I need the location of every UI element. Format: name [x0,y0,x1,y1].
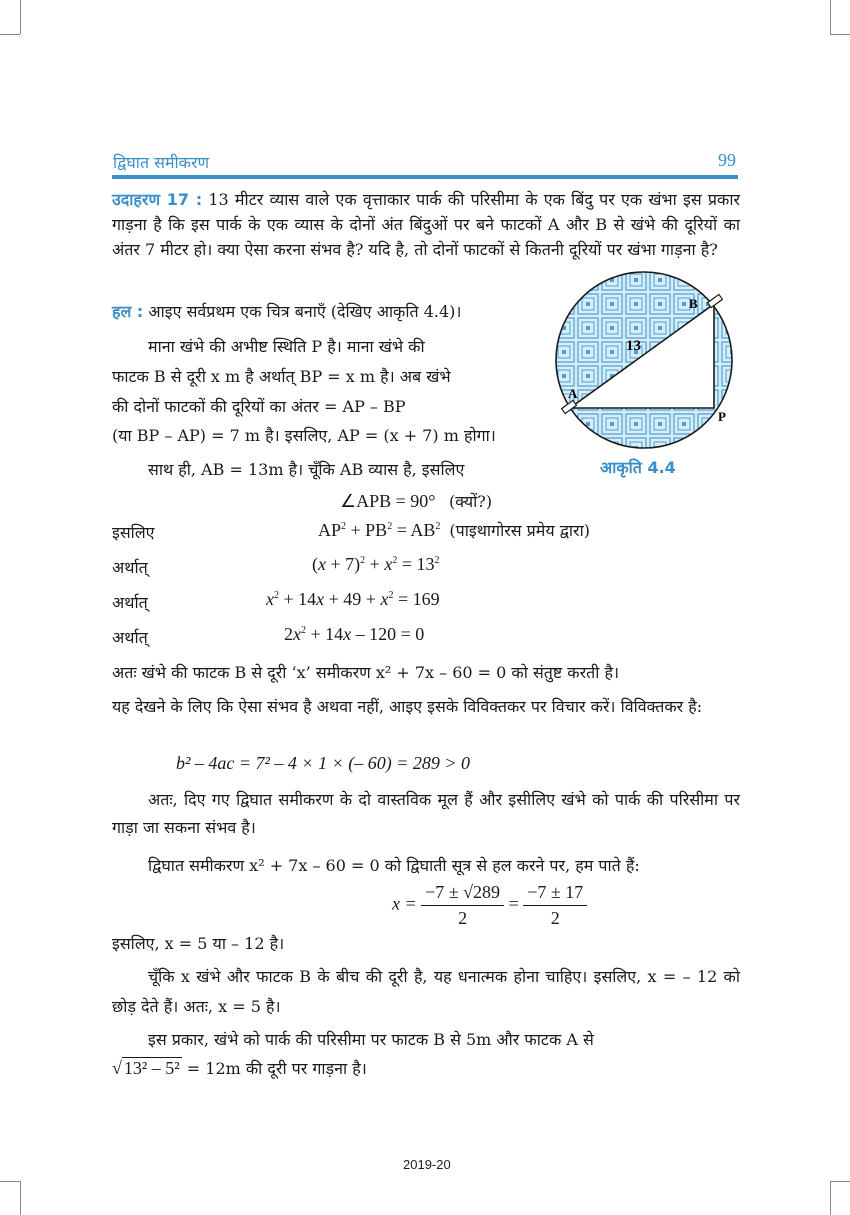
fraction-1 [421,882,504,929]
eq3-expanded: $x^2 + 14x + 49 + x^2 = 169$ [266,589,440,609]
para-final-1: इस प्रकार, खंभे को पार्क की परिसीमा पर फाटक B से 5m और फाटक A से [148,1030,594,1049]
eq1-left: इसलिए [112,523,155,542]
crop-mark [20,1181,21,1215]
sqrt-expression: √ 13² – 5² [112,1058,180,1078]
solution-line-5: साथ ही, AB = 13m है। चूँकि AB व्यास है, इसलिए [148,460,465,479]
eq4-simplified: $2x^2 + 14x - 120 = 0$ [284,624,425,644]
angle-note: (क्यों?) [449,492,493,511]
eq1-pythagoras: $AP^2 + PB^2 = AB^2$ (पाइथागोरस प्रमेय द्वारा) [318,520,590,540]
solution-line-2: फाटक B से दूरी x m है अर्थात् BP = x m है। अब खंभे [112,367,451,386]
para-hence: इसलिए, x = 5 या – 12 है। [112,934,285,953]
para-since: चूँकि x खंभे और फाटक B के बीच की दूरी है, यह धनात्मक होना चाहिए। इसलिए, x = – 12 को छोड़ देते हैं। अतः, x = 5 है। [112,967,740,1016]
fraction-2-numerator: −7 ± 17 [523,882,587,906]
eq3-left: अर्थात् [112,593,148,612]
header-rule [112,175,738,179]
para-dekhne: यह देखने के लिए कि ऐसा संभव है अथवा नहीं, आइए इसके विविक्तकर पर विचार करें। विविक्तकर है: [112,697,703,716]
solution-line-1: माना खंभे की अभीष्ट स्थिति P है। माना खंभे की [148,337,425,356]
example-text: 13 मीटर व्यास वाले एक वृत्ताकार पार्क की परिसीमा के एक बिंदु पर एक खंभा इस प्रकार गाड़ना है कि इस पार्क के एक व्यास के दोनों अंत बिंदुओं पर बने फाटकों A और B से खंभे की दूरियों का अंतर 7 मीटर हो। क्या ऐसा करना संभव है? यदि है, तो दोनों फाटकों से कितनी दूरियों पर खंभा गाड़ना है? [112,190,741,259]
eq1-note: (पाइथागोरस प्रमेय द्वारा) [449,521,590,540]
sqrt-radicand: 13² – 5² [123,1058,180,1078]
solution-intro [112,300,461,322]
quadratic-solution: x = $\frac{-7 \pm √289}{2}$ = $\frac{-7 \pm 17}{2}$ [392,882,587,929]
figure-label-13: 13 [626,338,641,354]
angle-equation [340,490,492,512]
final-text: = 12m की दूरी पर गाड़ना है। [186,1059,367,1078]
crop-mark [0,34,20,35]
angle-text: ∠APB = 90° [340,491,436,511]
fraction-2 [523,882,587,929]
fraction-1-denominator: 2 [458,908,468,928]
solution-line-4: (या BP – AP) = 7 m है। इसलिए, AP = (x + 7) m होगा। [112,426,496,445]
discriminant-equation: b² – 4ac = 7² – 4 × 1 × (– 60) = 289 > 0 [176,753,471,773]
crop-mark [20,0,21,34]
gate-b-icon [708,294,723,307]
solution-line-3: की दोनों फाटकों की दूरियों का अंतर = AP – BP [112,397,406,416]
eq2-left: अर्थात् [112,558,148,577]
fraction-2-denominator: 2 [550,908,560,928]
figure-label-b: B [689,296,698,311]
example-paragraph [112,187,740,262]
figure-caption: आकृति 4.4 [600,458,676,477]
crop-mark [0,1181,20,1182]
para-ata: अतः खंभे की फाटक B से दूरी ‘x’ समीकरण x² + 7x – 60 = 0 को संतुष्ट करती है। [112,663,620,682]
eq2-expanded: $(x + 7)^2 + x^2 = 13^2$ [312,554,440,574]
x-equals: x = [392,893,417,914]
crop-mark [830,1181,831,1215]
crop-mark [830,0,831,34]
para-solve: द्विघात समीकरण x² + 7x – 60 = 0 को द्विघाती सूत्र से हल करने पर, हम पाते हैं: [148,856,640,875]
figure-label-a: A [568,386,578,401]
footer-year: 2019-20 [403,1157,451,1172]
figure-label-p: P [718,409,726,424]
solution-intro-text: आइए सर्वप्रथम एक चित्र बनाएँ (देखिए आकृति 4.4)। [148,302,462,321]
solution-label: हल : [112,302,144,321]
example-label: उदाहरण 17 : [112,190,203,209]
running-header-title: द्विघात समीकरण [113,153,210,172]
crop-mark [830,34,850,35]
para-final-2 [112,1057,367,1079]
figure-4-4 [552,268,742,458]
crop-mark [830,1181,850,1182]
para-real-roots: अतः, दिए गए द्विघात समीकरण के दो वास्तविक मूल हैं और इसीलिए खंभे को पार्क की परिसीमा पर गाड़ा जा सकना संभव है। [112,790,740,837]
eq4-left: अर्थात् [112,628,148,647]
fraction-1-numerator: −7 ± √289 [421,882,504,906]
page-number: 99 [718,150,736,170]
